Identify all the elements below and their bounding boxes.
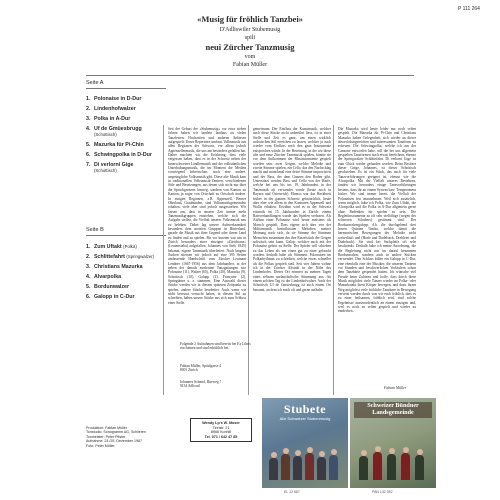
track-b-6: 6. Galopp in C-Dur [86, 294, 135, 300]
ensemble-name: D'Adliswiler Stubemusig [219, 27, 281, 33]
album-subtitle: neui Zürcher Tanzmusig [205, 42, 295, 52]
album-cover-stubete [262, 398, 348, 488]
subtitle-vom: vom [244, 54, 256, 60]
cover-schweizer-title: Schweizer Bündner Landsgemeinde [354, 402, 432, 418]
dealer-stamp: Wendy Lp's W. Moser Tinnstr. 21 8966 Konhill Tel. 071 / 642 47 85 [190, 418, 252, 442]
column-divider-2 [248, 125, 249, 395]
cover-musicians-image [267, 440, 343, 480]
cover-stubete-title: Stubete [283, 402, 327, 416]
track-a-1: 1. Polonaise in D-Dur [86, 96, 142, 102]
track-a-6: 6. Schwingpolka in D-Dur [86, 152, 152, 158]
composer-name: Fabian Müller [232, 62, 268, 68]
header-rule [86, 75, 414, 76]
cover-musicians-image-2 [355, 440, 431, 480]
side-a-label: Seite A [86, 80, 104, 86]
track-a-4: 4. Uf de Gmüesbrugg (Schottisch) [86, 126, 142, 137]
track-a-5: 5. Mazurka für Pi-Chin [86, 142, 144, 148]
liner-notes-column-1: Seit der Geburt der «Stubemusig» vor etwa sieben Jahren haben wir landein landaus an vielen Tanzfesten, Hochzeiten und anderen Anlässen aufgespielt. Unser Repertoire umfasst Volksmusik aus allen Regionen der Schweiz, vor allem jedoch Appenzellermusik, die uns am besonders gefallen hat. Daher machten wir die Erfahrung, dass viele vergessen haben, dass es in der Schweiz neben der Innerschweizer Ländlermusik und der volkstümlichen Unterhaltungsmusik, die im Moment die Medien vorwiegend beherrschen, noch eine andere, ursprüngliche Volksmusik gibt. Diese alte Musik kam in traditionellen Volksmusik-Zentren, verschiedenen Stile und Besetzungen, aus denen sich nicht nur über die Sprachgrenzen hinweg, sondern von Kanton zu Kanton, ja sogar von Ortschaft zu Ortschaft ändern. In einigen Regionen, z.B. Appenzell, Berner Oberland, Graubünden, sind Volksmusikgemeinden erhalten, viele aber sind jedoch ausgestorben. Wir fassen uns, dass in unserer Zeit immer mehr Tanzmusikgruppen entstehen, welche sich die Aufgabe stellen, die Vielfalt unserer Volksmusik neu zu beleben. Dabei lag unsere Aufmerksamkeit besonders dem meisten Gruppen in Hinterland, gerade die Musik aus ihrer Gegend oder ihrem Land zu finden und zu spielen. Bis vor kurzem war uns in Zürich besonders einer einzigen «Zürichtanz» (Leutenstabu) aufgefallen, Johannes von Sieb, 1845) bekannt, eigene Tanzmusik überliefert. Nach langem Suchen stiessen wir jedoch auf eine 395 Seiten umfassende Handschrift vom Zürcher Leutnant Lendner (1667-1956) aus dem Jahrhundert, in der neben der damals modernen Tanzgattungen wie Polonaise (11), Walzer (65), Polka (20), Mazurka (9), Schottisch (10), Galopp (2), Française (2), Springtänze u. a. stammen. Eine Auswahl dieser Stücke werden wir in diesem späteren Zeitpunkt zu spielen, andere Stücke bearbeitet. Auch wenn wir nicht bewusst versucht haben, in diesem Stil zu schreiben, haben unsere Stücke aus sich zum Schluss einer Stelle. [168, 127, 246, 305]
track-b-3: 3. Christians Mazurka [86, 264, 143, 270]
track-a-3: 3. Polka in A-Dur [86, 116, 131, 122]
track-b-2: 2. Schlittefahrt (Springwalzer) [86, 254, 155, 260]
catalog-number: P 111 264 [458, 6, 480, 12]
production-credits: Produktion: Fabian Müller Tonstudio: Sonogramm AG, Schlieren Tonmeister: Peter Pfister Aufnahme: 24./25. Dezember 1987 Foto: Peter Müller [86, 426, 146, 448]
liner-notes-column-2: gemeinsam. Der Einfluss der Kunstmusik, welcher auch diese Stücke nicht unberührt liess, ist in einer Stelle und Zeit es ganz, um einen wirklich archaischen Stil erreichen zu lassen, welcher ja auch wieder vom Einfluss noch den ganz Instrumente entsprochen würde. In der Besetzung, in der wir diese alte und neue Zürcher Tanzmusik spielen, könnte sie vor dem Aufkommen der Blasinstrumente gespielt worden sein: zwei Geigen, welche Melodie und zweite Stimme spielen, ein Cello, das den Nachschlag macht und manchmal eine dritte Stimme improvisiert und der Bass, der dem Ganzen den Boden gibt. Unterstützt werden Bass und Cello von der Harfe, welche bei uns bis ins 19. Jahrhundert in der Tanzmusik oft verwendet wurde (heute noch in Bayern und Österreich). Ebenso war das Hackbrett früher in der ganzen Schweiz gebräuchlich, heute aber eher wie allem in den Kantonen Appenzell und Wallis erhalten. Erwähnt wird es in der Schweiz erstmals im 15. Jahrhundert in Zürich: einem Ratsverhandlungen wurde das Spielen verboten. Als Aufbau einer Polonaise wird heute meistens als Marsch gespielt. Dass eigene sich aber von der Militärmusik beeinflussten Melodien meiner Meinung nach sich, da sie Stimme der Stimmen Menschen zusammen das ihre Einzelstück der Geigen solistisch sein kann. Galop: welcher auch mit der Polonaise gehört zu Stelle. Der Spieler will schieben zu das Leben als um einen gut zu einer gebracht worden, deshalb habe ich Stimmen. Polonaisen im Polkarhythmus zu schreiben, welche etwas schneller als die Polkas gespielt sind. Seit vier Jahren wohne ich in der Zürcher Altstadt in der Nähe des Lindenhofes. Dieser Ort erinnert zu meinen Tagen eines seltsam melancholische Stimmung aus. An einem solchen Tag ist der Lindenhofwalzer. Auch der Schottisch Uf de Gmüesbrugg ist auch einem Ort benannt, an dem ich mich oft und gerne aufhalte. [253, 127, 331, 292]
liner-notes-column-3: Die Mazurka wird heute leider nur noch selten gespielt. Die Mazurka für Pi-Chin und Christians Mazurka haben Gelegenheit, sich wieder an dieser abwechslungsreichen und interessanten Tanzform zu erfreuen. Die Schwingpolka, welche ich aus der Canzone entworfen habe, soll die bei uns allgemein gespielten Tanzformen noch etwas bereichern, ebenso der Springwalzer Schlittefahrt. Di verlorni Gige ist zum Glück wieder gefunden worden. Beim Besitzer dieser Geige, Johannes, ist dieser Schottisch geschrieben. Es ist ein Stück, das auch für viele Tanzvorführungen geeignet ist, ebenso wie die Alvarpolka. Mit der Vielfalt unseres Bestehens, fanden wir besonders einige Tanzvorführungen bestens, dass ihr an einem System bzw. Temperament bisher. Wir sind immer bereit, die Vielfalt der Polonaisen fest anzunehmen. Weil sich zusätzlich, wenn möglich, habe ich Polka, wie Zum Uftakt, die Alvarpolka und die Polka in A-Dur allgemein gerne ohne Bedenken für spielen zu sein. Die Begleitinstrumente zu oft sehr vielfältige (wegen des schweren Schubers) gestimmt sind. Der Bordunwalzergalopp, d.h. die durchgehend drei leeren Quinten Tonika, welche damit die harmonischen Bewegungen der Melodie nicht weiterläuft und (Harfe und Dudelsack, Drehleier und Dudelsack). Sie sind bei Sackpfeife oft sehr beschränkt. Deshalb habe ich meine Anordnung, die die Begleitung nicht nur im darauf benannten Bordunwalzer, sondern auch in andere Stücken verwendet. Den Schluss bildet ein Galopp in C-Dur, eine ebenfalls eine der Musiker, die unseren Tänzern vor Stunden und beschwerlichen Vorläufern schon dem Tanzbärte gespendet hatten. Ich wünsche viel Freude beim Zuhören und hoffe, dass durch diese Musik möglichst viele Tänzer wieder im Polka- oder Mazurkatakt ihren Körper bewegen, und dazu ihrem Weg möglichst viele fröhliche Tanzbare in Bewegung versetzt werden durch was wir euch fröhlich, dass es zu einer heilsamen, fröhlich seid, sind solche Ergebnisse ausserordentlich an einem einzigen und, weil es noch zu selten gespielt und wieder zu entdecken. [338, 127, 416, 314]
column-divider-1 [163, 125, 164, 395]
catalog-code-2: PAN 132 052 [372, 490, 393, 494]
address-2: Johannes Schmid, Rüeweg 7 9134 Adliswil [180, 380, 222, 389]
column-divider-3 [333, 125, 334, 395]
track-a-2: 2. Lindenhofwalzer [86, 106, 136, 112]
side-a-rule [86, 88, 166, 89]
track-b-1: 1. Zum Uftakt (Polka) [86, 244, 137, 250]
track-a-7: 7. Di verlorni Gige (Schottisch) [86, 162, 134, 173]
further-recordings-note: Folgende 2 Aufnahmen sind bereits bei Ex Libris erschienen und sind erhältlich bei: [180, 342, 251, 351]
subtitle-spilt: spilt [244, 35, 256, 41]
cover-stubete-subtitle: Alle Schweizer Stubenmusig [279, 416, 331, 421]
album-cover-schweizer [350, 398, 436, 488]
liner-notes-signature: Fabian Müller [384, 386, 407, 390]
address-1: Fabian Müller, Spitalgasse 4 8001 Zürich [180, 364, 221, 373]
track-b-5: 5. Bordunwalzer [86, 284, 130, 290]
album-title: «Musig für fröhlich Tanzbei» [197, 14, 303, 24]
side-b-label: Seite B [86, 227, 104, 233]
track-b-4: 4. Alvarpolka [86, 274, 122, 280]
catalog-code-1: EL 12 687 [284, 490, 300, 494]
side-b-rule [86, 235, 166, 236]
